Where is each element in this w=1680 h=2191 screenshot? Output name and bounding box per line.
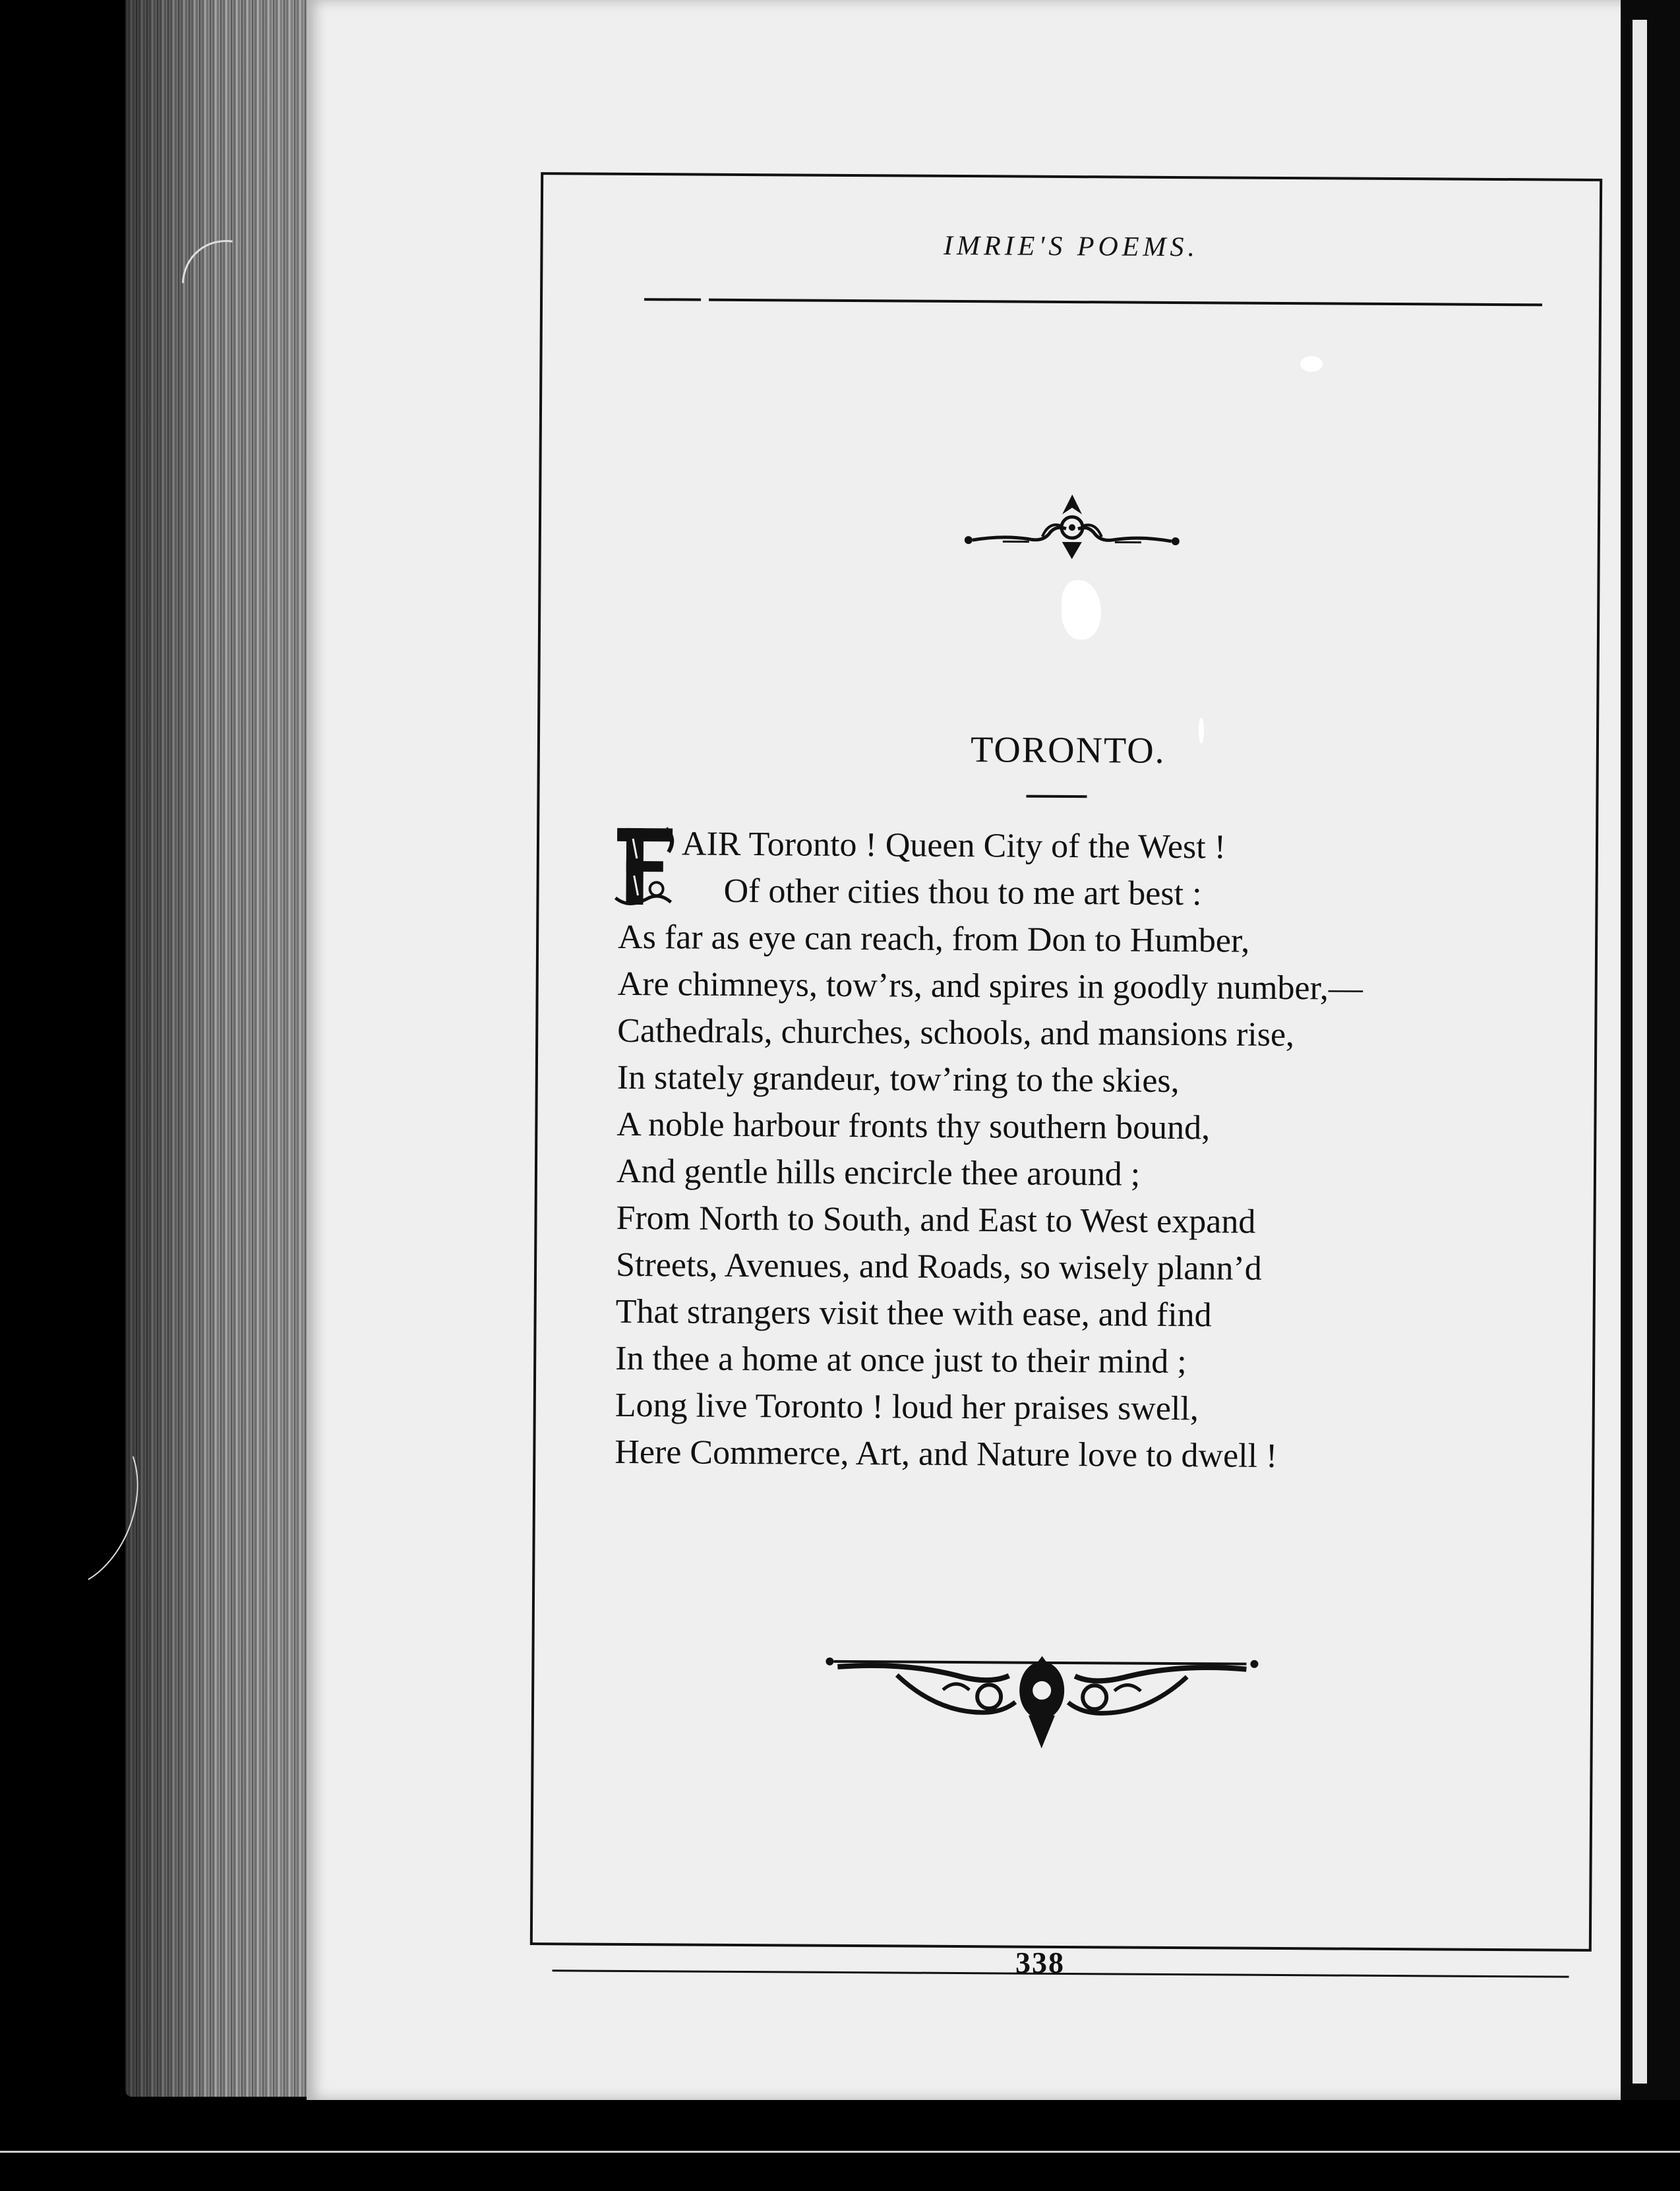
poem-line: Here Commerce, Art, and Nature love to dwell !	[615, 1433, 1278, 1475]
running-head: IMRIE'S POEMS.	[943, 230, 1199, 263]
poem-line: Are chimneys, tow’rs, and spires in goodly number,—	[617, 965, 1364, 1007]
bottom-border	[0, 2151, 1680, 2191]
poem-line: Long live Toronto ! loud her praises swell,	[615, 1386, 1199, 1428]
poem-line: And gentle hills encircle thee around ;	[616, 1152, 1141, 1193]
poem-line: As far as eye can reach, from Don to Humber,	[617, 918, 1250, 960]
drop-cap-icon	[613, 825, 676, 909]
page-number: 338	[1015, 1946, 1065, 1979]
poem-line: Cathedrals, churches, schools, and mansions rise,	[617, 1011, 1295, 1054]
poem-line: In thee a home at once just to their mind ;	[615, 1339, 1187, 1381]
poem-line: Streets, Avenues, and Roads, so wisely plann’d	[615, 1246, 1262, 1288]
poem-line: That strangers visit thee with ease, and find	[615, 1292, 1212, 1335]
poem-line: A noble harbour fronts thy southern bound,	[616, 1105, 1211, 1147]
poem-line-1: AIR Toronto ! Queen City of the West !	[681, 825, 1226, 866]
poem-line: From North to South, and East to West expand	[616, 1199, 1256, 1241]
poem-line: Of other cities thou to me art best :	[723, 872, 1202, 913]
poem-line: In stately grandeur, tow’ring to the skies,	[616, 1058, 1180, 1100]
title-rule	[1026, 795, 1087, 798]
header-rule	[644, 298, 1542, 306]
ornament-bottom-icon	[824, 1648, 1260, 1763]
right-page-edge	[1633, 20, 1647, 2084]
ornament-top-icon	[963, 487, 1182, 568]
poem-text	[615, 820, 1542, 1482]
header-rule-gap	[701, 297, 709, 303]
right-binding-strip	[1621, 0, 1680, 2100]
poem-title: TORONTO.	[970, 729, 1166, 771]
printed-frame	[530, 172, 1602, 1952]
